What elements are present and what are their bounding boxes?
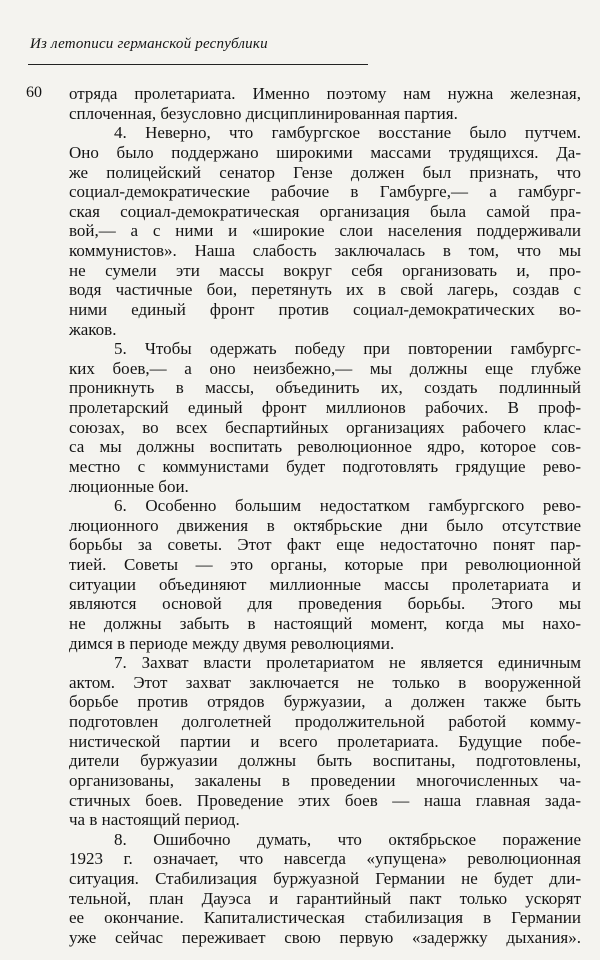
text-line: тельной, план Дауэса и гарантийный пакт только ускорят: [69, 888, 581, 908]
text-line: борьбы за советы. Этот факт еще недостаточно понят пар-: [69, 535, 581, 555]
text-line: союзах, во всех беспартийных организациях рабочего клас-: [69, 417, 581, 437]
text-line: са мы должны воспитать революционное ядро, которое сов-: [69, 437, 581, 457]
text-line: ких боев,— а оно неизбежно,— мы должны еще глубже: [69, 358, 581, 378]
text-line: ситуация. Стабилизация буржуазной Германии не будет дли-: [69, 869, 581, 888]
paragraph-8-start: 8. Ошибочно думать, что октябрьское поражение: [114, 829, 581, 849]
text-line: тией. Советы — это органы, которые при революционной: [69, 555, 581, 574]
text-line: уже сейчас переживает свою первую «задержку дыхания».: [69, 927, 581, 947]
text-line: вой,— а с ними и «широкие слои населения поддерживали: [69, 221, 581, 241]
text-line: люционного движения в октябрьские дни было отсутствие: [69, 515, 581, 535]
paragraph-5-start: 5. Чтобы одержать победу при повторении гамбургс-: [114, 339, 581, 359]
text-line: водя частичные бои, перетянуть их в свой лагерь, создав с: [69, 280, 581, 300]
text-line: нистической партии и всего пролетариата. Будущие побе-: [69, 731, 581, 751]
text-line: стичных боев. Проведение этих боев — наша главная зада-: [69, 790, 581, 810]
text-line: являются основой для проведения борьбы. Этого мы: [69, 594, 581, 614]
text-line: же полицейский сенатор Гензе должен был признать, что: [69, 162, 581, 182]
text-line: организованы, закалены в проведении многочисленных ча-: [69, 770, 581, 790]
running-header: Из летописи германской республики: [30, 36, 268, 52]
text-line: ситуации объединяют миллионные массы пролетариата и: [69, 574, 581, 594]
text-line: не сумели эти массы вокруг себя организовать и, про-: [69, 260, 581, 280]
text-line: дители буржуазии должны быть воспитаны, подготовлены,: [69, 751, 581, 771]
text-line: пролетарский единый фронт миллионов рабочих. В проф-: [69, 398, 581, 417]
body-text: [69, 84, 581, 948]
text-line: сплоченная, безусловно дисциплинированная партия.: [69, 103, 458, 123]
text-line: ними единый фронт против социал-демократических во-: [69, 299, 581, 319]
paragraph-7-start: 7. Захват власти пролетариатом не является единичным: [114, 653, 581, 673]
header-rule: [28, 64, 368, 65]
text-line: коммунистов». Наша слабость заключалась в том, что мы: [69, 241, 581, 260]
text-line: не должны забыть в настоящий момент, когда мы нахо-: [69, 613, 581, 633]
paragraph-4-start: 4. Неверно, что гамбургское восстание было путчем.: [114, 123, 581, 143]
text-line: Оно было поддержано широкими массами трудящихся. Да-: [69, 142, 581, 162]
text-line: подготовлен долголетней продолжительной работой комму-: [69, 712, 581, 731]
text-line: жаков.: [69, 319, 117, 339]
page-number: 60: [26, 84, 42, 101]
text-line: отряда пролетариата. Именно поэтому нам нужна железная,: [69, 84, 581, 103]
text-line: 1923 г. означает, что навсегда «упущена» революционная: [69, 849, 581, 869]
text-line: социал-демократические рабочие в Гамбурге,— а гамбург-: [69, 182, 581, 202]
text-line: люционные бои.: [69, 476, 189, 496]
text-line: ча в настоящий период.: [69, 810, 240, 830]
text-line: ее окончание. Капиталистическая стабилизация в Германии: [69, 908, 581, 928]
text-line: проникнуть в массы, объединить их, создать подлинный: [69, 378, 581, 398]
text-line: борьбе против отрядов буржуазии, а должен также быть: [69, 692, 581, 712]
text-line: актом. Этот захват заключается не только в вооруженной: [69, 672, 581, 692]
text-line: ская социал-демократическая организация была самой пра-: [69, 201, 581, 221]
text-line: димся в периоде между двумя революциями.: [69, 633, 395, 653]
text-line: местно с коммунистами будет подготовлять грядущие рево-: [69, 456, 581, 476]
paragraph-6-start: 6. Особенно большим недостатком гамбургского рево-: [114, 496, 581, 516]
